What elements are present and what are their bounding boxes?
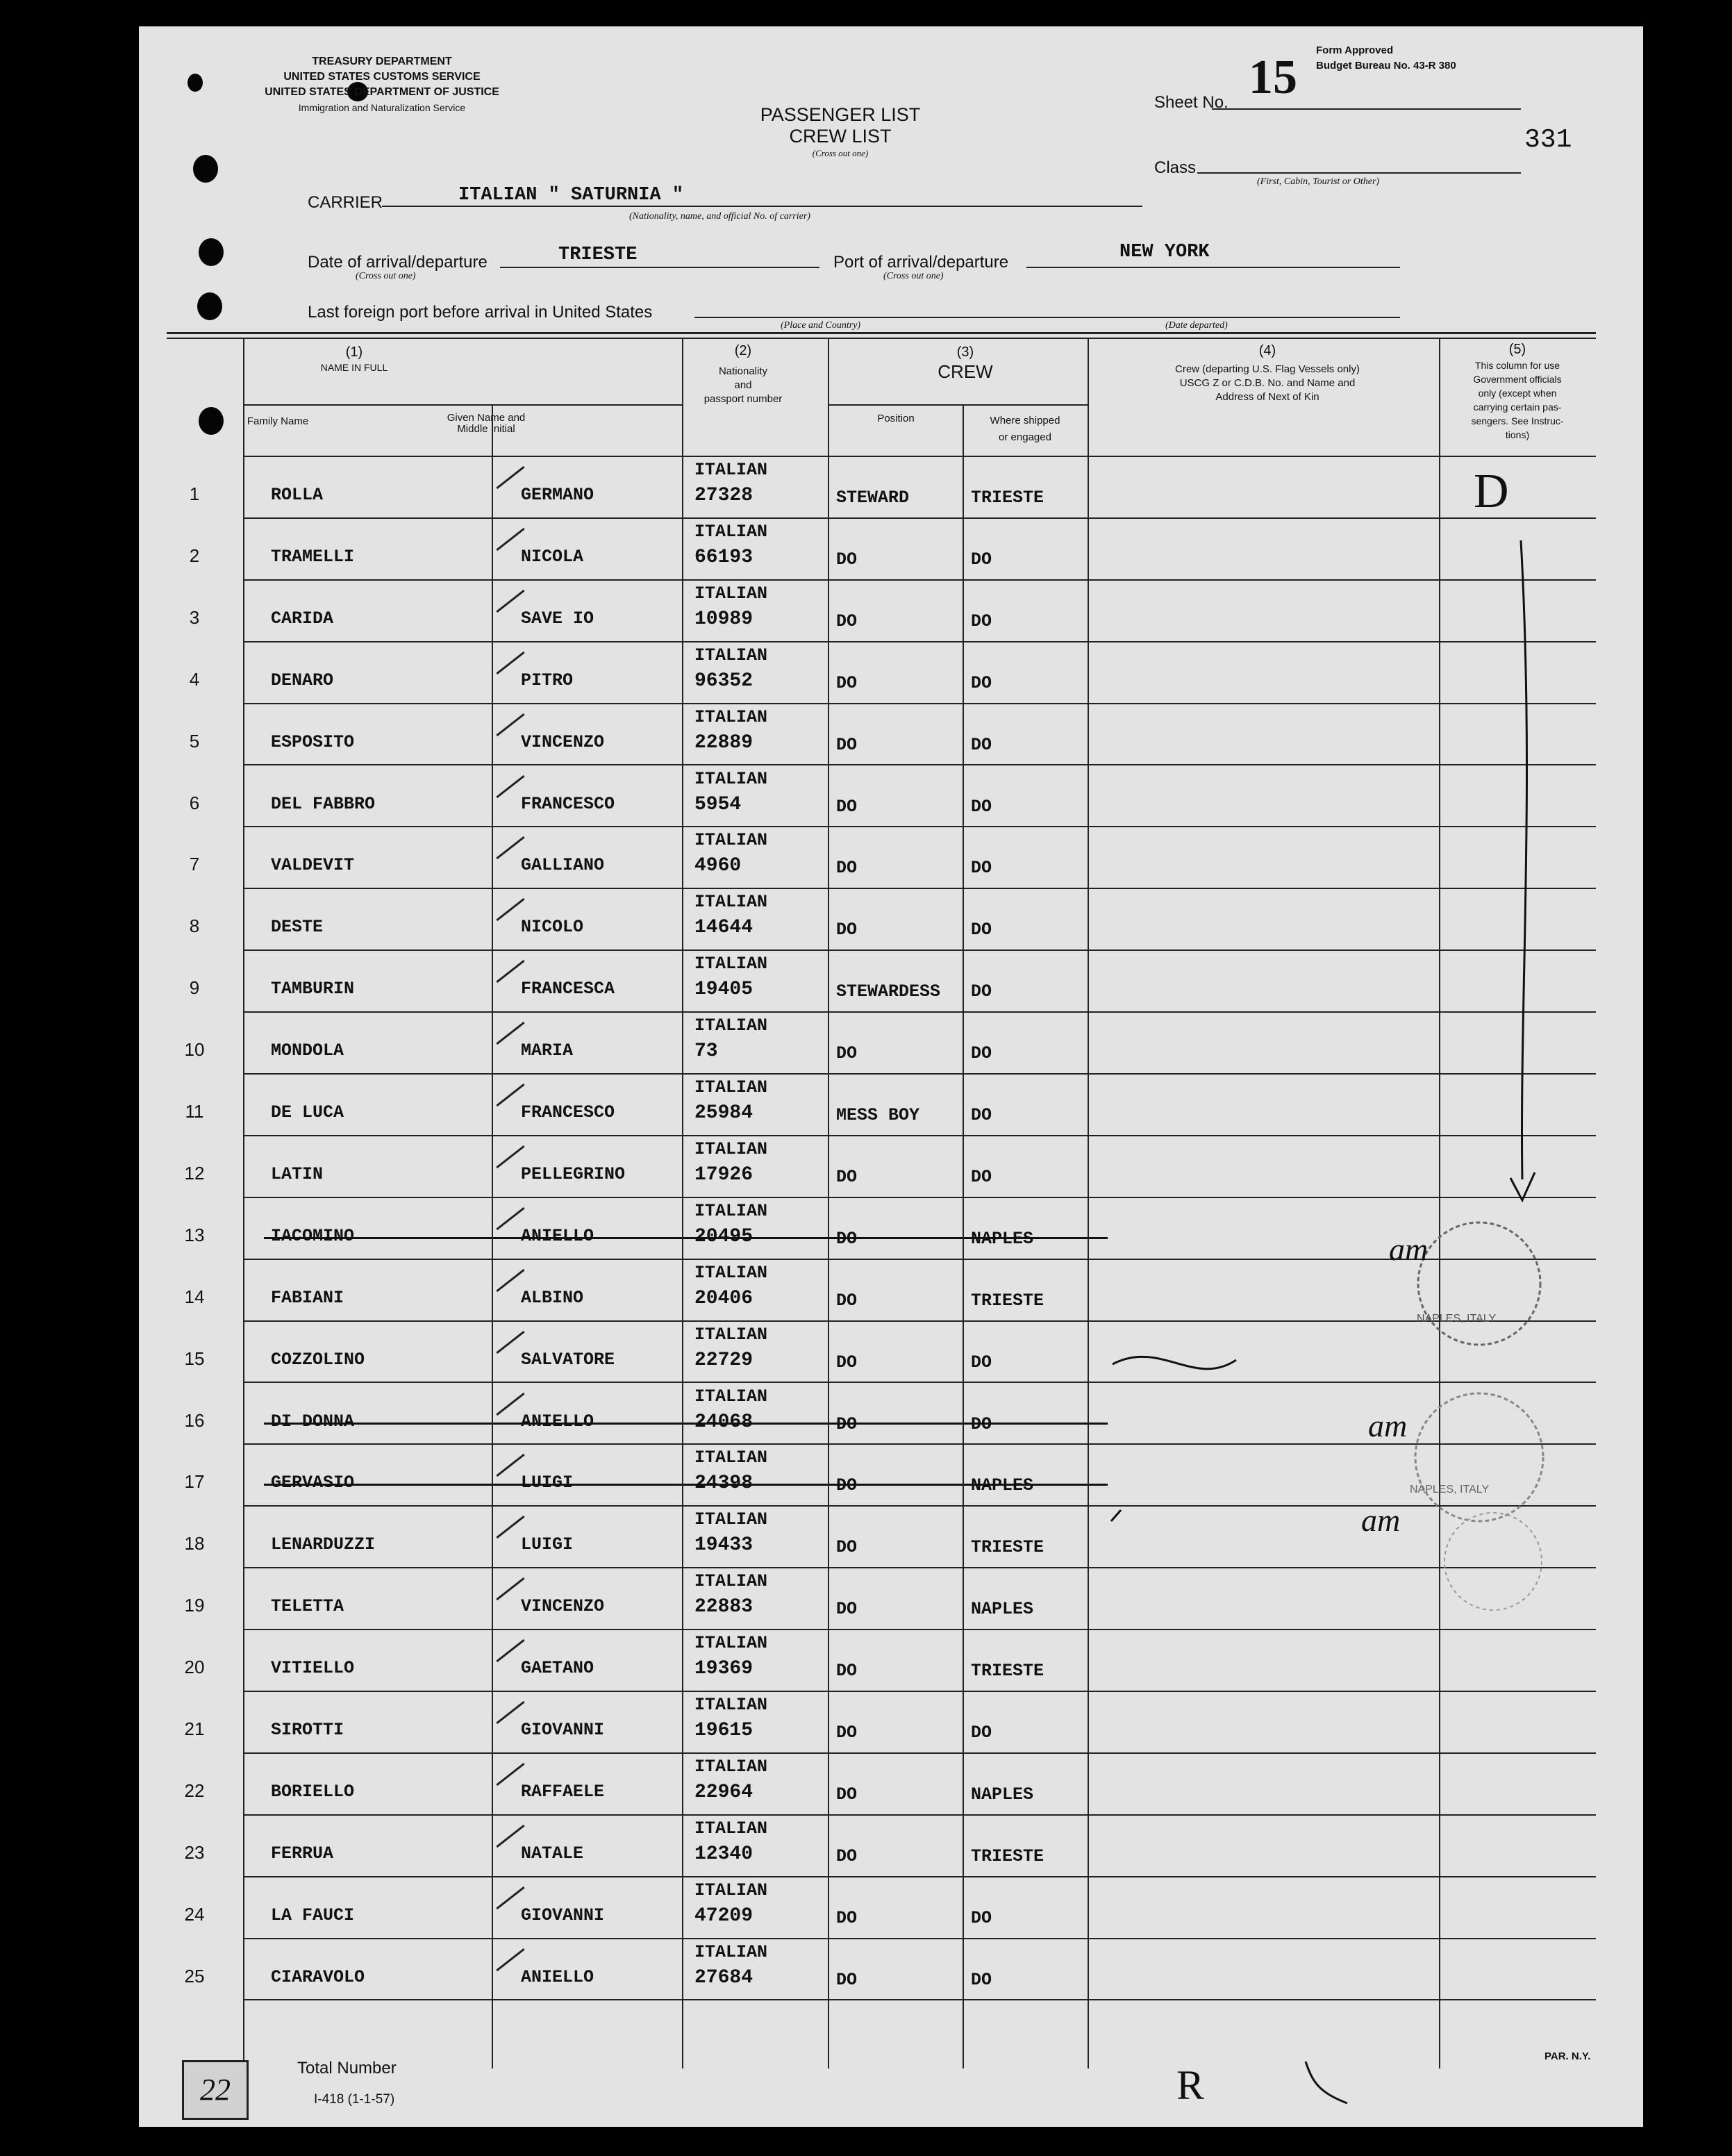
where-line: Where shipped <box>990 415 1060 426</box>
budget-bureau-text: Budget Bureau No. 43-R 380 <box>1316 60 1456 72</box>
nationality: ITALIAN <box>694 1015 768 1036</box>
nationality: ITALIAN <box>694 1138 768 1159</box>
passport-number: 27684 <box>694 1966 753 1989</box>
passport-number: 24398 <box>694 1473 753 1495</box>
family-name: DE LUCA <box>271 1102 344 1122</box>
family-name: LA FAUCI <box>271 1905 355 1925</box>
given-name: VINCENZO <box>521 731 605 752</box>
date-label: Date of arrival/departure <box>308 253 488 272</box>
row-number: 19 <box>184 1595 205 1616</box>
row-number: 2 <box>189 545 200 566</box>
given-name: GERMANO <box>521 485 594 505</box>
crew-position: DO <box>836 1228 858 1249</box>
where-engaged: DO <box>971 920 992 940</box>
given-name: GIOVANNI <box>521 1905 605 1925</box>
nationality: ITALIAN <box>694 1880 768 1900</box>
nationality: ITALIAN <box>694 1200 768 1221</box>
where-engaged: DO <box>971 734 992 755</box>
passport-number: 22964 <box>694 1781 753 1803</box>
col5-mark: D <box>1474 465 1509 518</box>
check-mark <box>1111 1510 1121 1521</box>
where-engaged: DO <box>971 1105 992 1125</box>
nationality: ITALIAN <box>694 583 768 604</box>
nationality: ITALIAN <box>694 1448 768 1468</box>
crew-position: DO <box>836 1413 858 1434</box>
strike-squiggle <box>1113 1357 1236 1368</box>
col1-num: (1) <box>345 345 363 360</box>
where-engaged: DO <box>971 1969 992 1990</box>
position-header: Position <box>877 413 915 424</box>
crew-position: MESS BOY <box>836 1105 920 1125</box>
given-name: GAETANO <box>521 1658 594 1679</box>
where-engaged: TRIESTE <box>971 1537 1044 1558</box>
family-name: DENARO <box>271 670 334 690</box>
col5-bracket-line <box>1521 540 1527 1179</box>
title-passenger-list: PASSENGER LIST <box>760 104 921 125</box>
crew-position: DO <box>836 1537 858 1558</box>
row-number: 9 <box>189 977 200 999</box>
nationality: ITALIAN <box>694 1262 768 1283</box>
row-number: 6 <box>189 792 200 813</box>
manifest-page <box>139 26 1643 2127</box>
passport-number: 14644 <box>694 917 753 939</box>
family-name: FERRUA <box>271 1843 334 1864</box>
passport-number: 19369 <box>694 1658 753 1680</box>
col5-num: (5) <box>1508 342 1526 357</box>
row-number: 21 <box>184 1718 205 1739</box>
given-name: SAVE IO <box>521 608 594 629</box>
passport-number: 24068 <box>694 1411 753 1433</box>
passport-number: 19615 <box>694 1720 753 1741</box>
given-name: LUIGI <box>521 1473 574 1493</box>
given-name: FRANCESCO <box>521 1102 615 1122</box>
where-engaged: NAPLES <box>971 1599 1034 1620</box>
passport-number: 22729 <box>694 1349 753 1371</box>
given-name: NICOLO <box>521 917 584 938</box>
where-engaged: DO <box>971 672 992 693</box>
row-number: 11 <box>185 1101 204 1122</box>
where-engaged: DO <box>971 549 992 570</box>
col4-line: USCG Z or C.D.B. No. and Name and <box>1179 377 1356 389</box>
title-note: (Cross out one) <box>812 148 869 158</box>
crew-position: DO <box>836 1599 858 1620</box>
given-name: ANIELLO <box>521 1225 594 1246</box>
title-crew-list: CREW LIST <box>789 126 892 147</box>
initials-mark: am <box>1361 1502 1401 1538</box>
family-name: ROLLA <box>271 485 324 505</box>
passport-number: 17926 <box>694 1163 753 1186</box>
crew-position: DO <box>836 1969 858 1990</box>
form-approved-text: Form Approved <box>1316 44 1394 56</box>
row-number: 7 <box>189 854 200 875</box>
customs-stamp-icon <box>1415 1393 1543 1521</box>
where-engaged: NAPLES <box>971 1784 1034 1805</box>
passport-number: 22883 <box>694 1596 753 1618</box>
carrier-note: (Nationality, name, and official No. of carrier) <box>629 211 810 222</box>
nationality: ITALIAN <box>694 1756 768 1777</box>
stamp-number: 331 <box>1524 125 1572 155</box>
col1-title: NAME IN FULL <box>320 362 388 373</box>
crew-position: DO <box>836 1166 858 1187</box>
class-note: (First, Cabin, Tourist or Other) <box>1257 176 1380 187</box>
given-name: SALVATORE <box>521 1349 615 1370</box>
row-number: 5 <box>189 730 200 752</box>
nationality: ITALIAN <box>694 1571 768 1592</box>
crew-position: DO <box>836 920 858 940</box>
given-name: ANIELLO <box>521 1411 594 1432</box>
given-name: ANIELLO <box>521 1966 594 1987</box>
place-note: (Place and Country) <box>781 320 861 331</box>
crew-position: DO <box>836 549 858 570</box>
row-number: 12 <box>184 1162 205 1184</box>
nationality: ITALIAN <box>694 645 768 665</box>
col5-line: sengers. See Instruc- <box>1471 415 1564 426</box>
form-number: I-418 (1-1-57) <box>314 2092 395 2107</box>
given-name: ALBINO <box>521 1287 584 1308</box>
family-name: VITIELLO <box>271 1658 355 1679</box>
passport-number: 5954 <box>694 793 742 815</box>
crew-position: DO <box>836 1784 858 1805</box>
nat-line: passport number <box>703 393 783 405</box>
given-name: VINCENZO <box>521 1596 605 1617</box>
given-name: GALLIANO <box>521 855 605 876</box>
col3-num: (3) <box>956 345 974 360</box>
where-engaged: TRIESTE <box>971 1290 1044 1311</box>
initials-mark: am <box>1389 1232 1429 1267</box>
crew-title: CREW <box>938 361 993 382</box>
row-number: 15 <box>184 1348 205 1369</box>
nationality: ITALIAN <box>694 1324 768 1345</box>
carrier-value: ITALIAN " SATURNIA " <box>458 185 684 206</box>
family-name: BORIELLO <box>271 1781 355 1802</box>
where-line: or engaged <box>999 431 1051 443</box>
where-engaged: NAPLES <box>971 1228 1034 1249</box>
crew-position: DO <box>836 796 858 817</box>
crew-position: DO <box>836 1723 858 1743</box>
nationality: ITALIAN <box>694 1941 768 1962</box>
row-number: 1 <box>189 483 200 504</box>
row-number: 24 <box>184 1903 205 1925</box>
family-name: TRAMELLI <box>271 546 355 567</box>
class-label: Class <box>1154 158 1197 177</box>
agency-line: UNITED STATES DEPARTMENT OF JUSTICE <box>265 86 499 98</box>
crew-position: DO <box>836 1907 858 1928</box>
last-port-label: Last foreign port before arrival in United States <box>308 303 653 322</box>
given-line: Middle Initial <box>457 423 515 435</box>
family-name: ESPOSITO <box>271 731 355 752</box>
nat-line: Nationality <box>718 365 768 377</box>
given-name: NICOLA <box>521 546 584 567</box>
agency-line: TREASURY DEPARTMENT <box>312 56 452 67</box>
crew-position: DO <box>836 611 858 631</box>
family-name: LATIN <box>271 1163 324 1184</box>
col5-line: only (except when <box>1478 388 1557 399</box>
passport-number: 22889 <box>694 731 753 754</box>
row-number: 4 <box>189 668 200 690</box>
agency-line: Immigration and Naturalization Service <box>298 102 466 113</box>
col5-line: carrying certain pas- <box>1473 401 1562 413</box>
row-number: 3 <box>189 606 200 628</box>
where-engaged: DO <box>971 1352 992 1373</box>
family-name: LENARDUZZI <box>271 1534 376 1555</box>
where-engaged: TRIESTE <box>971 1661 1044 1682</box>
nationality: ITALIAN <box>694 830 768 851</box>
customs-stamp-icon <box>1444 1513 1542 1610</box>
family-name: FABIANI <box>271 1287 344 1308</box>
passport-number: 19405 <box>694 979 753 1001</box>
passport-number: 66193 <box>694 546 753 568</box>
row-number: 14 <box>184 1286 205 1307</box>
family-name: CARIDA <box>271 608 334 629</box>
row-number: 16 <box>184 1409 205 1431</box>
row-number: 20 <box>184 1657 205 1678</box>
family-name: DESTE <box>271 917 324 938</box>
nationality: ITALIAN <box>694 1633 768 1654</box>
where-engaged: DO <box>971 1413 992 1434</box>
crew-position: DO <box>836 1475 858 1496</box>
family-name-header: Family Name <box>247 415 309 427</box>
where-engaged: DO <box>971 1723 992 1743</box>
passport-number: 20495 <box>694 1225 753 1247</box>
given-name: PITRO <box>521 670 574 690</box>
printer-mark: PAR. N.Y. <box>1544 2050 1591 2062</box>
date-value: TRIESTE <box>558 244 638 265</box>
carrier-label: CARRIER <box>308 193 383 212</box>
date-note: (Cross out one) <box>356 271 416 281</box>
crew-position: STEWARDESS <box>836 981 941 1002</box>
given-name: LUIGI <box>521 1534 574 1555</box>
passport-number: 19433 <box>694 1534 753 1557</box>
given-name: MARIA <box>521 1040 574 1061</box>
given-name: RAFFAELE <box>521 1781 605 1802</box>
family-name: TELETTA <box>271 1596 344 1617</box>
nationality: ITALIAN <box>694 954 768 975</box>
col5-line: Government officials <box>1473 374 1562 385</box>
crew-position: DO <box>836 1290 858 1311</box>
family-name: VALDEVIT <box>271 855 355 876</box>
nationality: ITALIAN <box>694 706 768 727</box>
nationality: ITALIAN <box>694 460 768 480</box>
passport-number: 47209 <box>694 1905 753 1927</box>
stamp-text: NAPLES, ITALY <box>1417 1313 1497 1325</box>
crew-position: DO <box>836 1043 858 1064</box>
where-engaged: DO <box>971 981 992 1002</box>
nat-line: and <box>734 379 752 391</box>
crew-position: DO <box>836 1846 858 1866</box>
passport-number: 27328 <box>694 485 753 506</box>
given-name: GIOVANNI <box>521 1720 605 1740</box>
total-label: Total Number <box>297 2059 397 2078</box>
family-name: SIROTTI <box>271 1720 344 1740</box>
where-engaged: TRIESTE <box>971 488 1044 508</box>
col5-line: tions) <box>1505 429 1530 440</box>
col5-line: This column for use <box>1474 360 1560 371</box>
where-engaged: DO <box>971 1043 992 1064</box>
total-value-box: 22 <box>182 2060 249 2120</box>
date-departed-note: (Date departed) <box>1165 320 1228 331</box>
family-name: GERVASIO <box>271 1473 355 1493</box>
family-name: COZZOLINO <box>271 1349 365 1370</box>
initials-mark: am <box>1368 1408 1408 1443</box>
nationality: ITALIAN <box>694 1077 768 1097</box>
row-number: 18 <box>184 1533 205 1554</box>
row-number: 10 <box>184 1039 205 1061</box>
family-name: IACOMINO <box>271 1225 355 1246</box>
crew-position: DO <box>836 734 858 755</box>
passport-number: 12340 <box>694 1843 753 1865</box>
sheet-number: 15 <box>1249 51 1297 104</box>
port-value: NEW YORK <box>1119 242 1210 263</box>
row-number: 23 <box>184 1841 205 1863</box>
passport-number: 96352 <box>694 670 753 692</box>
given-line: Given Name and <box>447 412 526 424</box>
crew-position: DO <box>836 858 858 879</box>
row-number: 13 <box>184 1224 205 1245</box>
where-engaged: DO <box>971 858 992 879</box>
passport-number: 10989 <box>694 608 753 630</box>
where-engaged: DO <box>971 1166 992 1187</box>
given-name: FRANCESCA <box>521 979 615 1000</box>
where-engaged: DO <box>971 1907 992 1928</box>
passport-number: 20406 <box>694 1287 753 1309</box>
port-note: (Cross out one) <box>883 271 944 281</box>
given-name: NATALE <box>521 1843 584 1864</box>
col2-num: (2) <box>734 343 752 358</box>
customs-stamp-icon <box>1418 1222 1540 1345</box>
bottom-mark: R <box>1176 2062 1205 2108</box>
stamp-text: NAPLES, ITALY <box>1410 1484 1490 1495</box>
col4-line: Address of Next of Kin <box>1215 391 1319 403</box>
col4-line: Crew (departing U.S. Flag Vessels only) <box>1175 363 1360 375</box>
pencil-mark <box>1306 2062 1347 2103</box>
where-engaged: NAPLES <box>971 1475 1034 1496</box>
agency-line: UNITED STATES CUSTOMS SERVICE <box>283 71 481 83</box>
family-name: CIARAVOLO <box>271 1966 365 1987</box>
crew-position: DO <box>836 1661 858 1682</box>
col4-num: (4) <box>1258 343 1276 358</box>
given-name: FRANCESCO <box>521 793 615 814</box>
passport-number: 25984 <box>694 1102 753 1124</box>
family-name: MONDOLA <box>271 1040 344 1061</box>
crew-position: STEWARD <box>836 488 910 508</box>
sheet-label: Sheet No. <box>1154 93 1229 112</box>
where-engaged: TRIESTE <box>971 1846 1044 1866</box>
nationality: ITALIAN <box>694 768 768 789</box>
where-engaged: DO <box>971 611 992 631</box>
nationality: ITALIAN <box>694 1695 768 1715</box>
passport-number: 4960 <box>694 855 742 877</box>
row-number: 8 <box>189 915 200 937</box>
row-number: 22 <box>184 1780 205 1801</box>
nationality: ITALIAN <box>694 521 768 542</box>
nationality: ITALIAN <box>694 892 768 913</box>
annotations-layer <box>139 26 1643 2127</box>
given-name: PELLEGRINO <box>521 1163 626 1184</box>
family-name: TAMBURIN <box>271 979 355 1000</box>
passport-number: 73 <box>694 1040 718 1063</box>
family-name: DI DONNA <box>271 1411 355 1432</box>
nationality: ITALIAN <box>694 1818 768 1839</box>
crew-position: DO <box>836 672 858 693</box>
port-label: Port of arrival/departure <box>833 253 1009 272</box>
where-engaged: DO <box>971 796 992 817</box>
row-number: 25 <box>184 1965 205 1987</box>
nationality: ITALIAN <box>694 1509 768 1530</box>
row-number: 17 <box>184 1471 205 1493</box>
nationality: ITALIAN <box>694 1386 768 1407</box>
family-name: DEL FABBRO <box>271 793 376 814</box>
crew-position: DO <box>836 1352 858 1373</box>
